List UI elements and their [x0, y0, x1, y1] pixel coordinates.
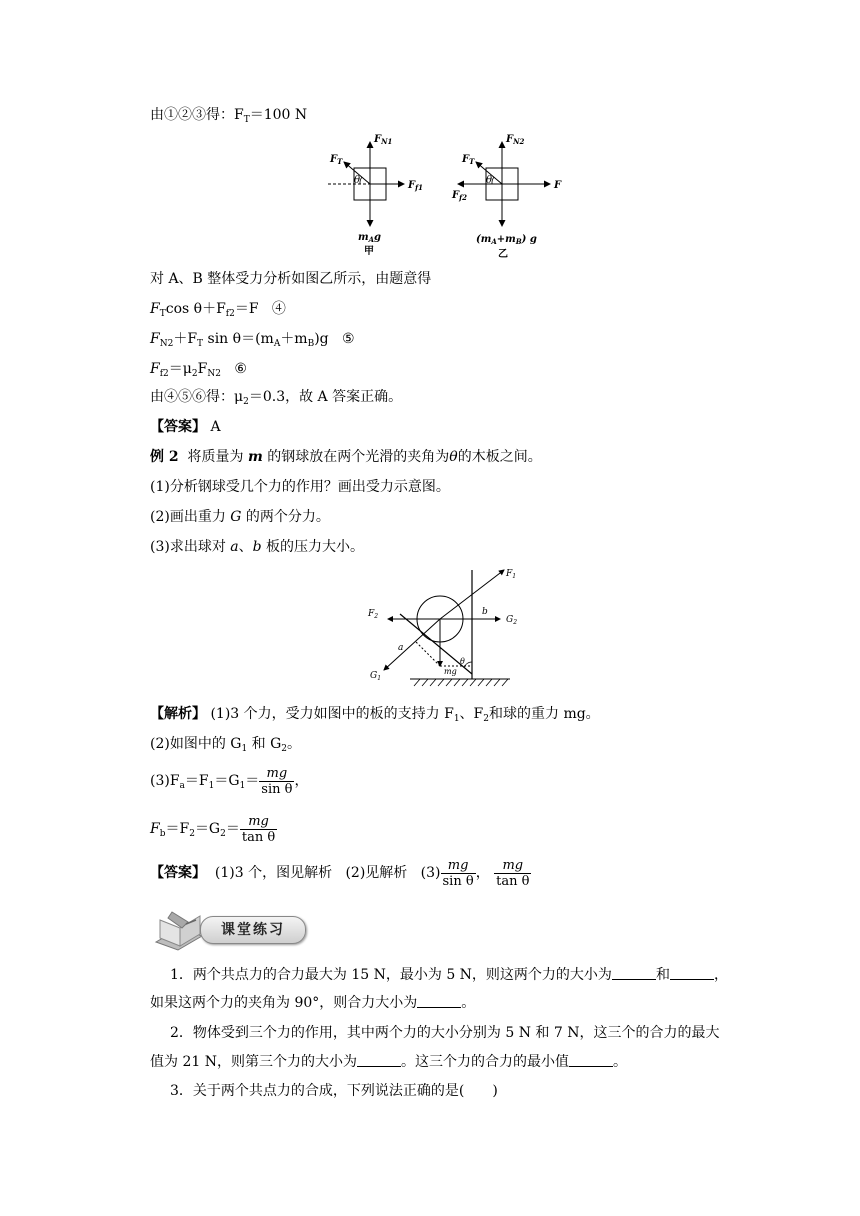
force-diagram-jia	[318, 130, 442, 260]
blank-2[interactable]	[670, 967, 714, 980]
analysis-intro: 对 A、B 整体受力分析如图乙所示，由题意得	[150, 271, 432, 287]
solution-1: 【解析】 (1)3 个力，受力如图中的板的支持力 $F_1$、$F_2$和球的重力 mg。	[150, 706, 600, 724]
ball-between-plates-figure	[360, 562, 540, 692]
label-theta2: θ	[486, 175, 493, 186]
fraction-mg-sin: $\frac{mg}{\text{sin θ}}$	[261, 765, 293, 797]
label-b: b	[482, 607, 488, 617]
answer-label: 【答案】	[150, 419, 206, 435]
caption-jia: 甲	[364, 246, 374, 257]
label-ft2: $F_T$	[462, 154, 475, 166]
label-f: F	[554, 180, 562, 191]
equation-5: $F_{N2}+F_T$ $\sin \theta=(m_A+m_B)g$ ⑤	[150, 331, 355, 349]
exercise-2-line-2: 值为 21 N，则第三个力的大小为 。这三个力的合力的最小值 。	[150, 1054, 627, 1070]
label-a: a	[398, 643, 404, 653]
equation-6: $F_{f2}=\mu_2F_{N2}$ ⑥	[150, 361, 247, 379]
solution-label: 【解析】	[150, 706, 206, 722]
fraction-mg-tan: $\frac{mg}{\text{tan θ}}$	[241, 813, 276, 845]
label-fn2: $F_{N2}$	[506, 134, 525, 146]
label-G1: $G_1$	[370, 671, 382, 682]
result-ft: 由①②③得：$F_T=100$ N	[150, 107, 308, 125]
exercise-1-line-1: 1．两个共点力的合力最大为 15 N，最小为 5 N，则这两个力的大小为 和 ，	[170, 967, 728, 983]
label-ff2: $F_{f2}$	[452, 190, 467, 202]
answer-2: 【答案】 (1)3 个，图见解析 (2)见解析 (3) $\frac{mg}{\text{sin θ}}$ ， $\frac{mg}{\text{tan θ}}$	[150, 857, 530, 889]
blank-1[interactable]	[612, 967, 656, 980]
blank-4[interactable]	[357, 1054, 401, 1067]
label-theta3: θ	[460, 657, 465, 666]
solution-4: $F_b=F_2=G_2=$ $\frac{mg}{\text{tan θ}}$	[150, 813, 276, 845]
result-mu2: 由④⑤⑥得：$\mu_2=0.3$，故 A 答案正确。	[150, 389, 403, 407]
label-G2: $G_2$	[506, 615, 518, 626]
label-mg: mg	[444, 667, 457, 676]
question-2: (2)画出重力 G 的两个分力。	[150, 509, 330, 525]
label-ft: $F_T$	[330, 154, 343, 166]
label-F1: $F_1$	[506, 569, 517, 580]
answer-value: A	[210, 419, 221, 435]
label-ff1: $F_{f1}$	[408, 180, 423, 192]
label-mab: $(m_A+m_B)$ g	[476, 234, 537, 246]
question-1: (1)分析钢球受几个力的作用？画出受力示意图。	[150, 479, 450, 495]
caption-yi: 乙	[498, 249, 508, 260]
label-theta: θ	[354, 175, 361, 186]
question-3: (3)求出球对 a、b 板的压力大小。	[150, 539, 365, 555]
solution-2: (2)如图中的 $G_1$ 和 $G_2$。	[150, 736, 302, 754]
exercise-3: 3．关于两个共点力的合成，下列说法正确的是( )	[170, 1083, 498, 1099]
answer-1	[150, 418, 221, 436]
example-2: 例 2 将质量为 m 的钢球放在两个光滑的夹角为θ的木板之间。	[150, 449, 542, 465]
label-mag: $m_Ag$	[358, 232, 382, 244]
solution-3: $(3)F_a=F_1=G_1=$ $\frac{mg}{\text{sin θ}}$ ，	[150, 765, 309, 797]
blank-5[interactable]	[569, 1054, 613, 1067]
label-fn1: $F_{N1}$	[374, 134, 393, 146]
section-title: 课堂练习	[200, 916, 306, 944]
section-banner	[152, 906, 312, 952]
force-diagram-yi	[446, 130, 576, 262]
label-F2: $F_2$	[368, 609, 379, 620]
equation-4: $F_T\cos$ $\theta+F_{f2}=F$ ④	[150, 301, 286, 319]
exercise-2-line-1: 2．物体受到三个力的作用，其中两个力的大小分别为 5 N 和 7 N，这三个的合力的最大	[170, 1025, 720, 1041]
blank-3[interactable]	[417, 995, 461, 1008]
exercise-1-line-2: 如果这两个力的夹角为 90°，则合力大小为 。	[150, 995, 476, 1011]
